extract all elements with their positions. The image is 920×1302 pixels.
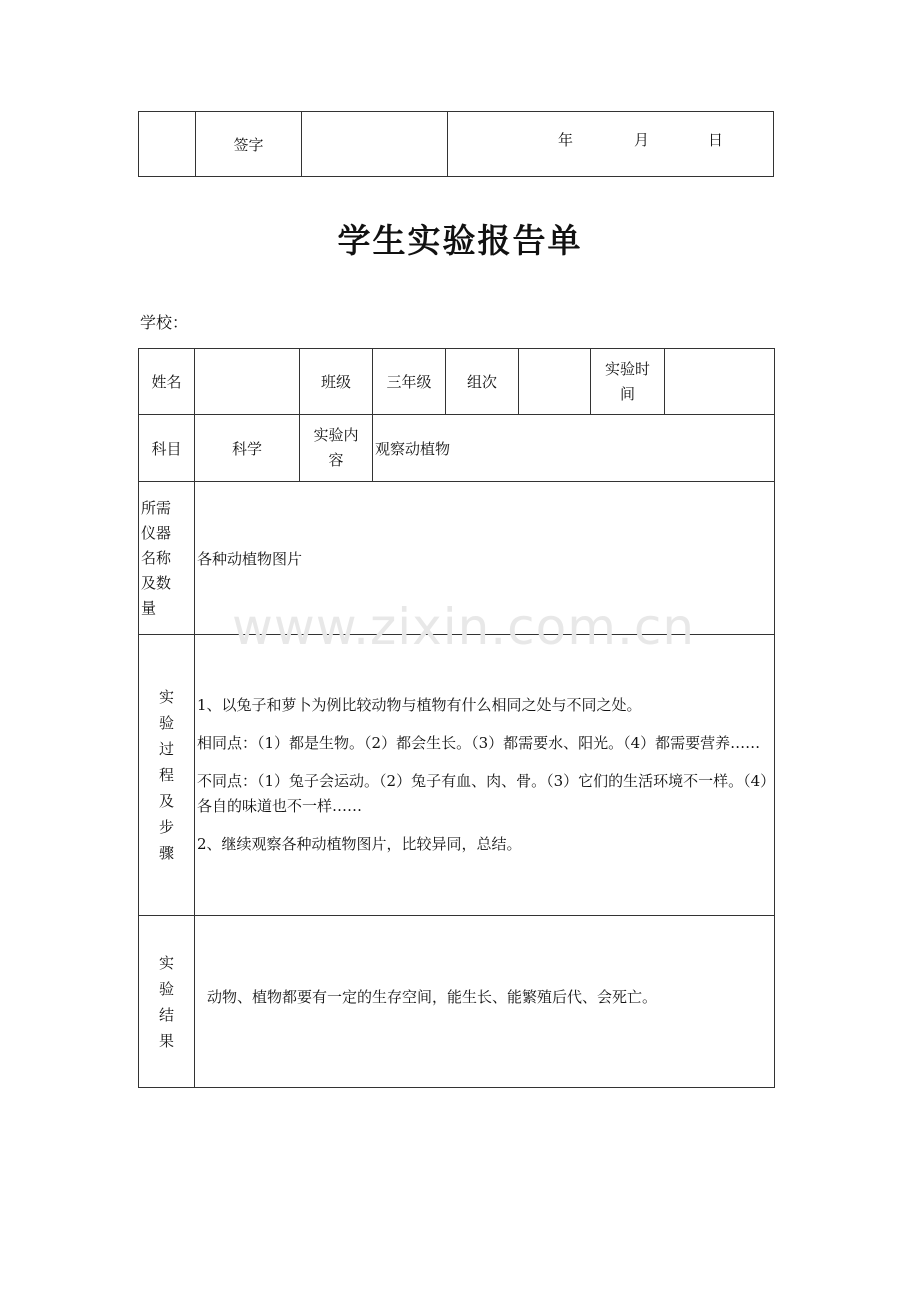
class-value: 三年级	[373, 349, 446, 415]
year-label: 年	[558, 131, 574, 149]
content-label-line1: 实验内	[313, 426, 359, 444]
name-field[interactable]	[195, 349, 300, 415]
signature-table	[138, 111, 774, 177]
equipment-label-line: 仪器	[141, 523, 172, 542]
procedure-label-char: 骤	[158, 844, 174, 862]
procedure-label-char: 验	[158, 714, 174, 732]
class-label: 班级	[300, 349, 373, 415]
result-label-char: 结	[158, 1005, 174, 1024]
procedure-line: 相同点：（1）都是生物。（2）都会生长。（3）都需要水、阳光。（4）都需要营养……	[197, 734, 761, 752]
signature-label: 签字	[196, 112, 302, 177]
procedure-line: 2、继续观察各种动植物图片，比较异同，总结。	[197, 835, 522, 853]
result-label-char: 实	[158, 953, 174, 972]
result-label	[139, 916, 195, 1088]
group-field[interactable]	[519, 349, 591, 415]
time-label-line1: 实验时	[604, 359, 650, 378]
subject-label: 科目	[139, 415, 195, 482]
equipment-label-line: 所需	[141, 498, 172, 517]
subject-value: 科学	[195, 415, 300, 482]
equipment-label	[139, 482, 195, 635]
equipment-label-line: 及数	[141, 573, 172, 592]
content-label	[300, 415, 373, 482]
procedure-label-char: 实	[158, 688, 174, 706]
procedure-line: 1、以兔子和萝卜为例比较动物与植物有什么相同之处与不同之处。	[197, 696, 642, 714]
result-label-char: 验	[158, 979, 174, 998]
procedure-content	[195, 635, 775, 916]
page-title: 学生实验报告单	[337, 221, 583, 260]
day-label: 日	[708, 131, 724, 149]
equipment-value: 各种动植物图片	[195, 482, 775, 635]
result-label-char: 果	[158, 1031, 174, 1050]
name-label: 姓名	[139, 349, 195, 415]
equipment-label-line: 量	[141, 598, 157, 617]
time-label-line2: 间	[619, 384, 635, 403]
result-value: 动物、植物都要有一定的生存空间，能生长、能繁殖后代、会死亡。	[195, 916, 775, 1088]
month-label: 月	[634, 131, 650, 149]
school-label: 学校：	[140, 313, 189, 332]
content-value: 观察动植物	[373, 415, 775, 482]
procedure-label-char: 步	[158, 818, 174, 836]
procedure-label-char: 程	[158, 766, 174, 784]
time-label	[591, 349, 665, 415]
time-field[interactable]	[665, 349, 775, 415]
equipment-label-line: 名称	[141, 548, 172, 567]
group-label: 组次	[446, 349, 519, 415]
procedure-label-char: 过	[158, 740, 174, 758]
procedure-label-char: 及	[158, 792, 174, 810]
report-table	[138, 348, 775, 1088]
date-field[interactable]	[448, 112, 774, 177]
blank-cell	[139, 112, 196, 177]
procedure-label	[139, 635, 195, 916]
signature-field[interactable]	[302, 112, 448, 177]
content-label-line2: 容	[328, 451, 344, 469]
watermark: www.zixin.com.cn	[232, 598, 696, 656]
procedure-line: 不同点：（1）兔子会运动。（2）兔子有血、肉、骨。（3）它们的生活环境不一样。（4）各自的味道也不一样……	[197, 772, 768, 815]
